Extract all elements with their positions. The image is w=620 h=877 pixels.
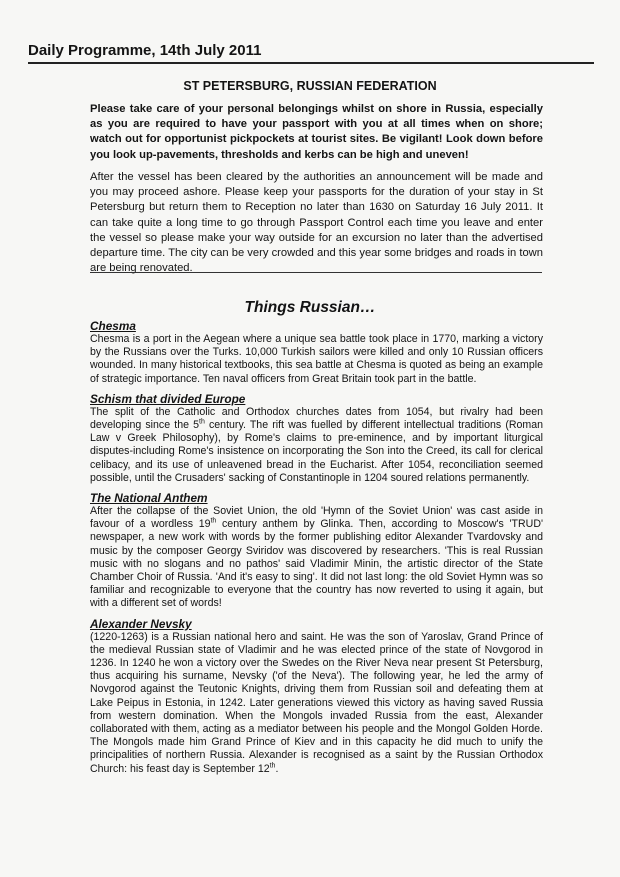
article-body	[90, 406, 543, 485]
article-alexander-nevsky	[90, 617, 543, 776]
article-title: The National Anthem	[90, 491, 208, 506]
article-body-text: The split of the Catholic and Orthodox churches dates from 1054, but rivalry had been developing since the 5	[90, 405, 543, 432]
article-title: Schism that divided Europe	[90, 391, 246, 406]
section-heading: Things Russian…	[244, 299, 376, 316]
location-title: ST PETERSBURG, RUSSIAN FEDERATION	[183, 79, 437, 93]
article-body-text: After the collapse of the Soviet Union, the old 'Hymn of the Soviet Union' was cast aside in favour of a wordless 19	[90, 505, 543, 531]
shore-info-paragraph: After the vessel has been cleared by the authorities an announcement will be made and you may proceed ashore. Please keep your passports for the duration of your stay in St Petersburg but return them to Reception no later than 1630 on Saturday 16 July 2011. It can take quite a long time to go through Passport Control each time you leave and enter the vessel so please make your way outside for an excursion no later than the advertised departure time. The city can be very crowded and this year some bridges and roads in town are being renovated.	[90, 171, 543, 275]
ordinal-suffix: th	[269, 762, 276, 770]
warning-notice: Please take care of your personal belongings whilst on shore in Russia, especially as you are required to have your passport with you at all times when on shore; watch out for opportunist pickpockets at tourist sites. Be vigilant! Look down before you look up-pavements, thresholds and kerbs can be high and uneven!	[90, 103, 543, 161]
article-national-anthem	[90, 491, 543, 611]
article-body-text: .	[275, 762, 279, 775]
ordinal-suffix: th	[199, 418, 205, 426]
section-divider	[90, 272, 542, 273]
ordinal-suffix: th	[210, 517, 217, 525]
article-title: Chesma	[90, 319, 136, 333]
article-body-text: (1220-1263) is a Russian national hero and saint. He was the son of Yaroslav, Grand Prince of the medieval Russian state of Vladimir and he was elected prince of the state of Novgorod in 1236. In 1240 he won a victory over the Swedes on the River Neva near present St Petersburg, thus acquiring his surname, Nevsky ('of the Neva'). The following year, he led the army of Novgorod against the Teutonic Knights, driving them from Russian soil and defeating them at Lake Peipus in Estonia, in 1242. Later generations viewed this victory as having saved Russia from western domination. When the Mongols invaded Russia from the east, Alexander collaborated with them, acting as a mediator between his people and the Mongol Golden Horde. The Mongols made him Grand Prince of Kiev and in this capacity he did much to unify the principalities of northern Russia. Alexander is recognised as a saint by the Russian Orthodox Church: his feast day is September 12	[90, 630, 543, 775]
article-body	[90, 631, 543, 776]
article-schism	[90, 392, 543, 485]
articles-list	[90, 319, 543, 782]
page-title: Daily Programme, 14th July 2011	[28, 42, 262, 59]
article-body-text: century anthem by Glinka. Then, according to Moscow's 'TRUD' newspaper, a new work with words by the former publishing editor Alexander Tvardovsky and music by the composer Georgy Sviridov was discovered by researchers. 'This is real Russian music with no slogans and no pathos' said Vladimir Minin, the artistic director of the State Chamber Choir of Russia. 'And it's easy to sing'. It did not last long: the old Soviet Hymn was so familiar and recognizable to everyone that the country has now reverted to using it again, but with a different set of words!	[90, 518, 544, 610]
article-body: Chesma is a port in the Aegean where a unique sea battle took place in 1770, marking a victory by the Russians over the Turks. 10,000 Turkish sailors were killed and only 10 Russian officers wounded. In many historical textbooks, this sea battle at Chesma is quoted as being an example of strategic importance. Ten naval officers from Great Britain took part in the battle.	[90, 333, 543, 385]
article-body-text: century. The rift was fuelled by different intellectual traditions (Roman Law v Greek Philosophy), by Rome's claims to pre-eminence, and by important liturgical disputes-including Rome's insistence on incorporating the Son into the Creed, its call for clerical celibacy, and its use of unleavened bread in the Eucharist. After 1054, reconciliation seemed possible, until the Crusaders' sacking of Constantinople in 1204 soured relations permanently.	[90, 419, 543, 484]
page-header	[28, 42, 594, 64]
article-body	[90, 505, 543, 611]
article-chesma	[90, 319, 543, 386]
article-title: Alexander Nevsky	[90, 616, 192, 631]
